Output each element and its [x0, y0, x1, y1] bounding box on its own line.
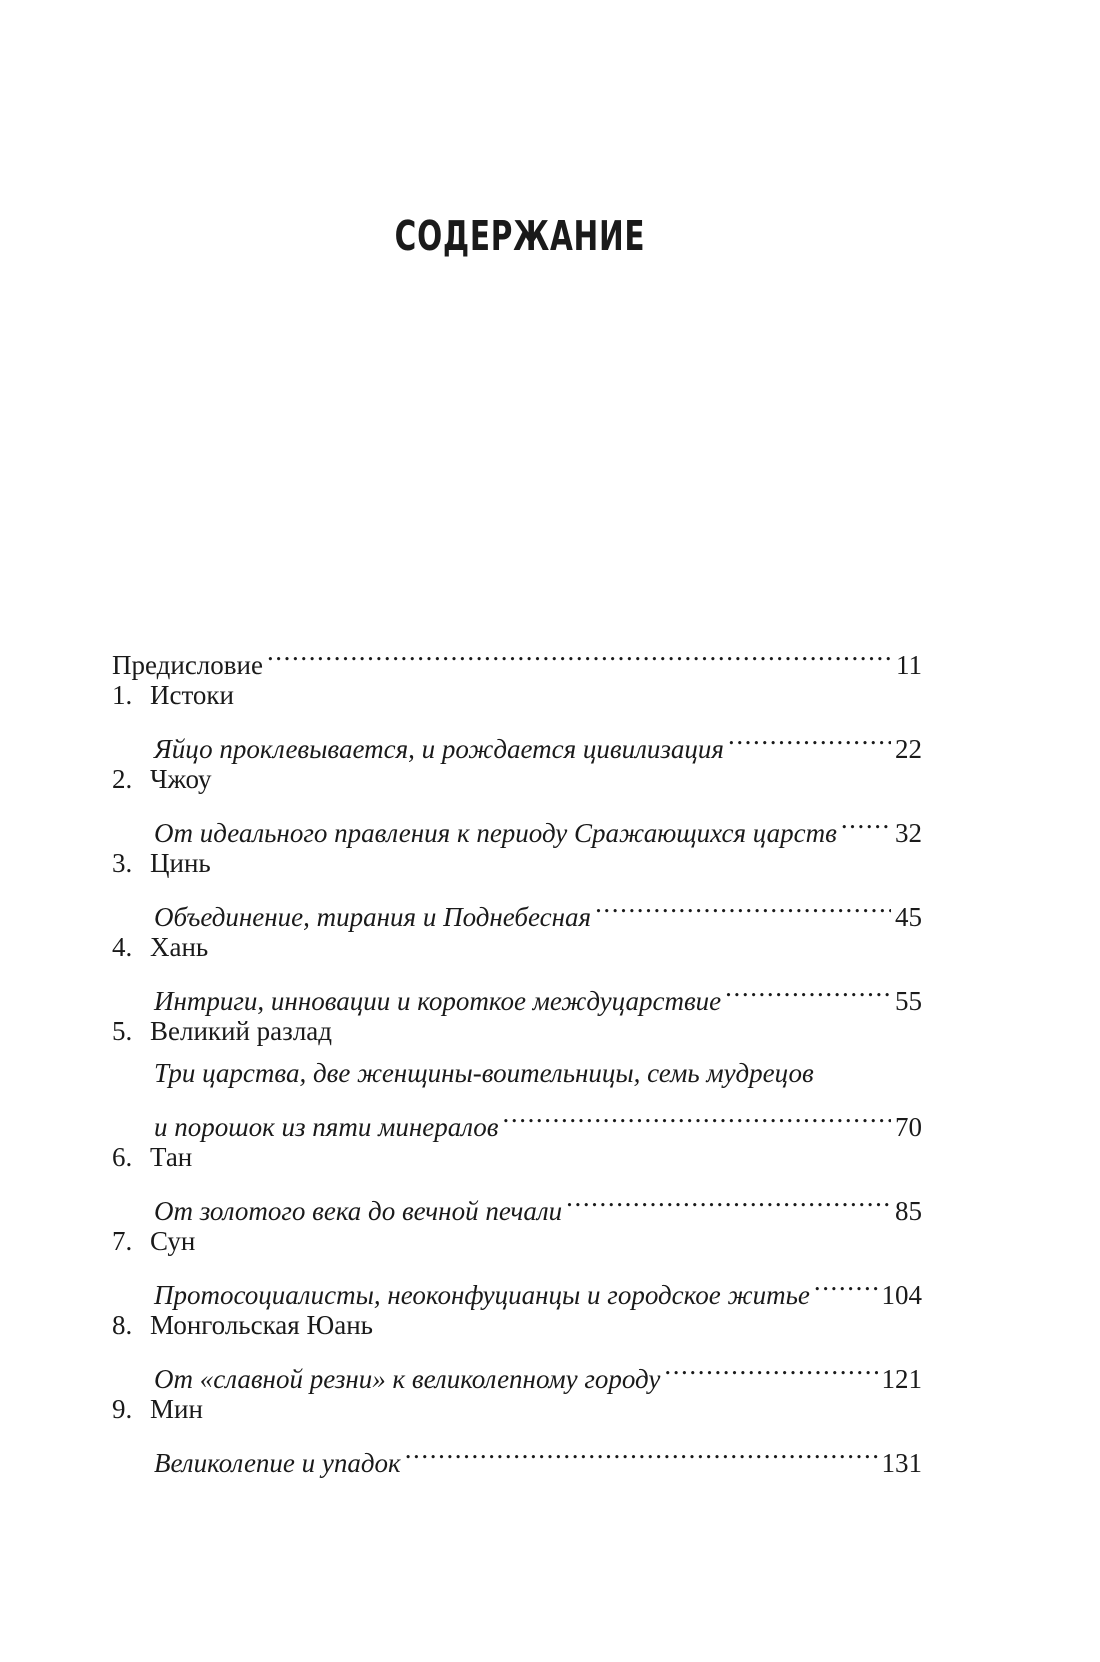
chapter-subtitle-line[interactable] — [112, 1094, 922, 1142]
dot-leader — [728, 716, 891, 758]
dot-leader — [841, 800, 891, 842]
chapter-subtitle: Три царства, две женщины-воительницы, семь мудрецов — [154, 1058, 814, 1088]
chapter-subtitle: Объединение, тирания и Поднебесная — [154, 902, 592, 932]
chapter-subtitle: Яйцо проклевывается, и рождается цивилизация — [154, 734, 724, 764]
page-number: 11 — [896, 650, 922, 680]
chapter-title-line[interactable] — [112, 674, 922, 716]
dot-leader — [267, 632, 892, 674]
page-title: СОДЕРЖАНИЕ — [394, 212, 646, 260]
chapter-title: Истоки — [150, 680, 234, 710]
dot-leader — [566, 1178, 891, 1220]
dot-leader — [405, 1430, 878, 1472]
dot-leader — [503, 1094, 891, 1136]
page-number: 55 — [895, 986, 922, 1016]
page-number: 32 — [895, 818, 922, 848]
chapter-subtitle-line[interactable] — [112, 1178, 922, 1226]
page-number: 22 — [895, 734, 922, 764]
chapter-subtitle-line[interactable] — [112, 1262, 922, 1310]
page-number: 85 — [895, 1196, 922, 1226]
chapter-number: 9. — [112, 1394, 133, 1424]
chapter-title: Монгольская Юань — [150, 1310, 373, 1340]
chapter-subtitle: От золотого века до вечной печали — [154, 1196, 563, 1226]
chapter-subtitle-line[interactable] — [112, 968, 922, 1016]
chapter-number: 8. — [112, 1310, 133, 1340]
chapter-title: Мин — [150, 1394, 203, 1424]
chapter-number: 4. — [112, 932, 133, 962]
chapter-subtitle: Протосоциалисты, неоконфуцианцы и городское житье — [154, 1280, 810, 1310]
chapter-title: Цинь — [150, 848, 211, 878]
chapter-number: 3. — [112, 848, 133, 878]
chapter-subtitle-line[interactable] — [112, 1430, 922, 1478]
chapter-subtitle: Интриги, инновации и короткое междуцарствие — [154, 986, 722, 1016]
page-number: 70 — [895, 1112, 922, 1142]
chapter-subtitle-line[interactable] — [112, 1052, 922, 1094]
dot-leader — [664, 1346, 877, 1388]
chapter-number: 2. — [112, 764, 133, 794]
chapter-subtitle: От идеального правления к периоду Сражающихся царств — [154, 818, 837, 848]
toc-entry-label: Предисловие — [112, 650, 263, 680]
chapter-number: 7. — [112, 1226, 133, 1256]
dot-leader — [595, 884, 891, 926]
chapter-number: 6. — [112, 1142, 133, 1172]
chapter-subtitle-line[interactable] — [112, 884, 922, 932]
chapter-title: Чжоу — [150, 764, 212, 794]
chapter-number: 1. — [112, 680, 133, 710]
chapter-subtitle: и порошок из пяти минералов — [154, 1112, 499, 1142]
chapter-subtitle: Великолепие и упадок — [154, 1448, 401, 1478]
page-number: 131 — [881, 1448, 922, 1478]
chapter-title: Сун — [150, 1226, 196, 1256]
page-number: 121 — [881, 1364, 922, 1394]
chapter-title: Хань — [150, 932, 209, 962]
toc-entry-preface[interactable] — [112, 632, 922, 680]
page-number: 45 — [895, 902, 922, 932]
chapter-subtitle-line[interactable] — [112, 1346, 922, 1394]
chapter-title: Великий разлад — [150, 1016, 333, 1046]
page-number: 104 — [881, 1280, 922, 1310]
chapter-subtitle: От «славной резни» к великолепному городу — [154, 1364, 661, 1394]
chapter-title: Тан — [150, 1142, 193, 1172]
chapter-number: 5. — [112, 1016, 133, 1046]
table-of-contents — [112, 632, 922, 1478]
chapter-subtitle-line[interactable] — [112, 716, 922, 764]
dot-leader — [814, 1262, 878, 1304]
dot-leader — [725, 968, 891, 1010]
chapter-subtitle-line[interactable] — [112, 800, 922, 848]
